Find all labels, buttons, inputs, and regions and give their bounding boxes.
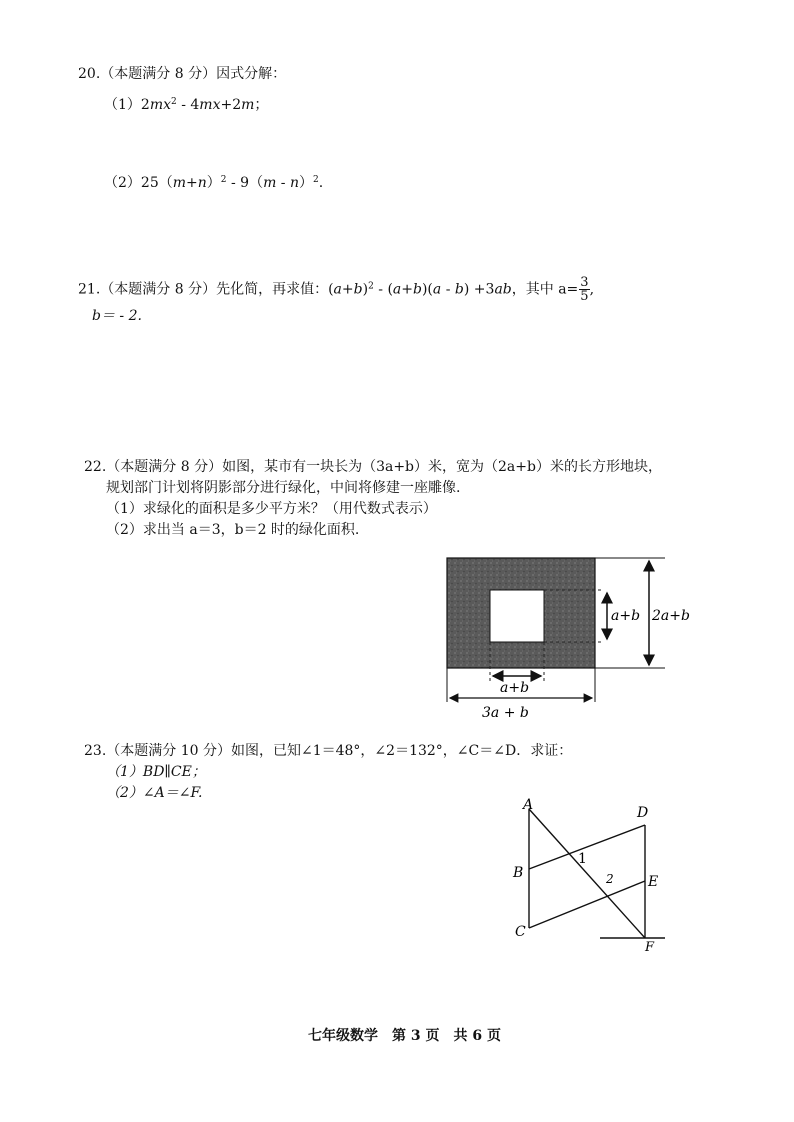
q23-point-b: B [513, 865, 524, 881]
q21-head: （本题满分 8 分）先化简，再求值： [100, 281, 329, 298]
q22-statue-square [490, 590, 544, 642]
q21-tail: ，其中 [511, 281, 559, 298]
q23-number: 23. [84, 743, 107, 759]
q20-number: 20. [78, 66, 101, 82]
q23-line-af [529, 809, 645, 938]
q23-point-f: F [645, 940, 655, 955]
q20-head: （本题满分 8 分）因式分解： [100, 66, 287, 82]
q20-heading [78, 64, 286, 84]
q22-part1: （1）求绿化的面积是多少平方米？（用代数式表示） [106, 501, 437, 517]
q22-label-inner-width: a+b [500, 680, 530, 696]
q20-part1-label: （1） [104, 97, 141, 113]
q20-part2: $(2)25(m+n)^2 - 9(m - n)^2$. [104, 175, 324, 191]
q22-line1-text: （本题满分 8 分）如图，某市有一块长为（3a+b）米，宽为（2a+b）米的长方形地块， [106, 459, 662, 475]
q23-point-e: E [648, 874, 659, 890]
q21-fraction [579, 276, 589, 303]
q23-angle-1: 1 [578, 851, 587, 867]
q22-line2: 规划部门计划将阴影部分进行绿化，中间将修建一座雕像. [106, 480, 461, 496]
q22-label-width: 3a + b [482, 705, 529, 721]
q21-fraction-numerator: 3 [580, 275, 589, 290]
q23-angle-2: 2 [606, 872, 614, 886]
q21-number: 21. [78, 281, 101, 298]
q22-part2: （2）求出当 a＝3，b＝2 时的绿化面积. [106, 522, 360, 538]
q23-point-c: C [515, 924, 526, 940]
q22-label-inner-height: a+b [611, 608, 641, 624]
q20-part1: $(1)2mx^2 - 4mx+2m$； [104, 97, 269, 113]
q23-point-a: A [523, 797, 534, 813]
q22-label-height: 2a+b [652, 608, 690, 624]
q21-heading: 21.（本题满分 8 分）先化简，再求值：$(a+b)^2 - (a+b)(a - b) +3ab$，其中 a= $\frac{3}{5}$ , [78, 275, 595, 304]
page-footer: 七年级数学 第 3 页 共 6 页 [308, 1028, 501, 1044]
q22-line1 [84, 457, 662, 477]
q23-line-bd [529, 825, 645, 869]
q22-number: 22. [84, 459, 107, 475]
q23-head: （本题满分 10 分）如图，已知∠1＝48°，∠2＝132°，∠C＝∠D．求证： [106, 743, 573, 759]
q23-point-d: D [637, 805, 649, 821]
q22-figure [430, 550, 710, 730]
q21-fraction-denominator: 5 [580, 289, 589, 304]
q20-part2-label: （2） [104, 175, 141, 191]
q23-heading [84, 741, 572, 761]
q21-b-value: b＝ - 2. [92, 308, 142, 324]
q23-line-ce [529, 881, 645, 928]
q23-part1: （1）BD∥CE； [106, 764, 206, 780]
q23-part2: （2）∠A＝∠F. [106, 785, 203, 801]
q23-figure [505, 795, 685, 955]
